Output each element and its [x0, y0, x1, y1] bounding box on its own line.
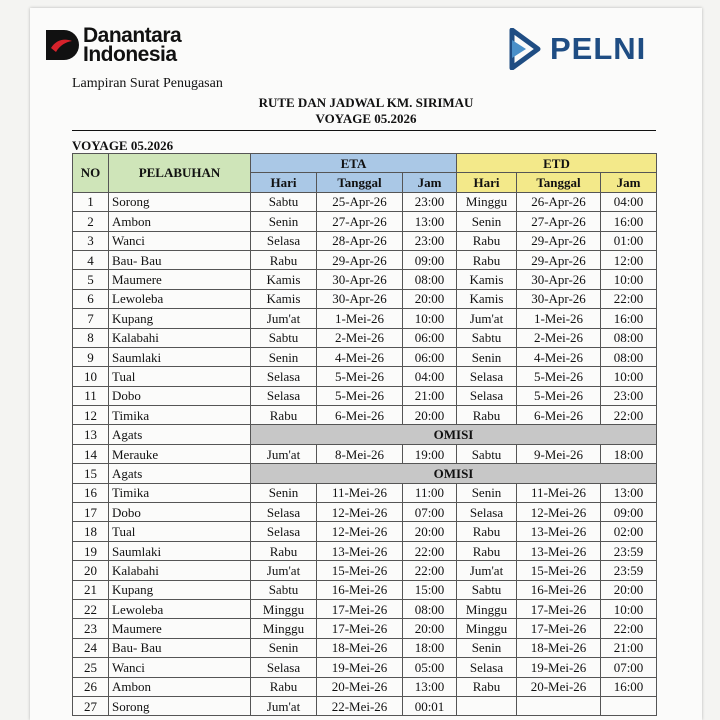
table-row: [73, 406, 657, 425]
cell-etd-tanggal: 15-Mei-26: [517, 561, 601, 580]
cell-no: 19: [73, 541, 109, 560]
cell-no: 21: [73, 580, 109, 599]
cell-etd-tanggal: 13-Mei-26: [517, 541, 601, 560]
cell-eta-jam: 20:00: [403, 522, 457, 541]
cell-pelabuhan: Kupang: [109, 580, 251, 599]
cell-etd-jam: 13:00: [601, 483, 657, 502]
table-row: [73, 658, 657, 677]
cell-etd-tanggal: 20-Mei-26: [517, 677, 601, 696]
cell-etd-jam: 22:00: [601, 619, 657, 638]
cell-etd-tanggal: 5-Mei-26: [517, 386, 601, 405]
cell-no: 24: [73, 638, 109, 657]
cell-eta-tanggal: 13-Mei-26: [317, 541, 403, 560]
pelni-mark-icon: [508, 28, 544, 70]
cell-etd-hari: Sabtu: [457, 444, 517, 463]
cell-eta-tanggal: 25-Apr-26: [317, 192, 403, 211]
table-row: [73, 541, 657, 560]
danantara-logo: [44, 26, 181, 64]
cell-etd-tanggal: 18-Mei-26: [517, 638, 601, 657]
cell-pelabuhan: Kalabahi: [109, 561, 251, 580]
cell-etd-tanggal: 29-Apr-26: [517, 250, 601, 269]
document-subtitle: VOYAGE 05.2026: [315, 111, 417, 126]
cell-pelabuhan: Saumlaki: [109, 541, 251, 560]
table-row: [73, 464, 657, 483]
cell-eta-jam: 15:00: [403, 580, 457, 599]
cell-etd-tanggal: 5-Mei-26: [517, 367, 601, 386]
cell-pelabuhan: Timika: [109, 483, 251, 502]
cell-no: 11: [73, 386, 109, 405]
cell-eta-hari: Rabu: [251, 406, 317, 425]
cell-etd-tanggal: 9-Mei-26: [517, 444, 601, 463]
table-row: [73, 309, 657, 328]
cell-pelabuhan: Wanci: [109, 231, 251, 250]
cell-etd-jam: 16:00: [601, 309, 657, 328]
cell-eta-tanggal: 5-Mei-26: [317, 367, 403, 386]
cell-etd-jam: 08:00: [601, 328, 657, 347]
cell-eta-jam: 20:00: [403, 406, 457, 425]
cell-eta-hari: Selasa: [251, 231, 317, 250]
cell-etd-hari: Minggu: [457, 599, 517, 618]
cell-eta-tanggal: 8-Mei-26: [317, 444, 403, 463]
table-row: [73, 696, 657, 715]
cell-eta-hari: Senin: [251, 347, 317, 366]
cell-eta-hari: Selasa: [251, 503, 317, 522]
cell-etd-jam: 10:00: [601, 367, 657, 386]
table-row: [73, 638, 657, 657]
cell-eta-jam: 11:00: [403, 483, 457, 502]
col-header-etd-hari: Hari: [457, 173, 517, 192]
cell-pelabuhan: Maumere: [109, 270, 251, 289]
cell-eta-jam: 18:00: [403, 638, 457, 657]
cell-pelabuhan: Bau- Bau: [109, 250, 251, 269]
cell-etd-jam: 22:00: [601, 289, 657, 308]
cell-eta-tanggal: 22-Mei-26: [317, 696, 403, 715]
cell-eta-jam: 23:00: [403, 231, 457, 250]
cell-no: 18: [73, 522, 109, 541]
cell-no: 16: [73, 483, 109, 502]
cell-eta-hari: Selasa: [251, 658, 317, 677]
cell-eta-tanggal: 5-Mei-26: [317, 386, 403, 405]
cell-pelabuhan: Lewoleba: [109, 289, 251, 308]
cell-etd-hari: Selasa: [457, 367, 517, 386]
cell-no: 7: [73, 309, 109, 328]
cell-no: 12: [73, 406, 109, 425]
cell-etd-tanggal: 29-Apr-26: [517, 231, 601, 250]
cell-etd-tanggal: 17-Mei-26: [517, 619, 601, 638]
cell-etd-jam: [601, 696, 657, 715]
cell-etd-jam: 02:00: [601, 522, 657, 541]
cell-no: 10: [73, 367, 109, 386]
cell-pelabuhan: Dobo: [109, 386, 251, 405]
cell-pelabuhan: Sorong: [109, 192, 251, 211]
cell-etd-tanggal: 27-Apr-26: [517, 212, 601, 231]
cell-etd-tanggal: 16-Mei-26: [517, 580, 601, 599]
cell-etd-jam: 21:00: [601, 638, 657, 657]
cell-pelabuhan: Tual: [109, 367, 251, 386]
table-row: [73, 444, 657, 463]
cell-etd-jam: 04:00: [601, 192, 657, 211]
cell-eta-tanggal: 15-Mei-26: [317, 561, 403, 580]
cell-eta-tanggal: 1-Mei-26: [317, 309, 403, 328]
cell-eta-hari: Senin: [251, 212, 317, 231]
cell-eta-tanggal: 17-Mei-26: [317, 599, 403, 618]
cell-no: 20: [73, 561, 109, 580]
table-row: [73, 483, 657, 502]
cell-eta-tanggal: 20-Mei-26: [317, 677, 403, 696]
cell-omisi: OMISI: [251, 425, 657, 444]
cell-eta-hari: Sabtu: [251, 192, 317, 211]
cell-eta-hari: Minggu: [251, 619, 317, 638]
cell-pelabuhan: Tual: [109, 522, 251, 541]
cell-pelabuhan: Timika: [109, 406, 251, 425]
table-row: [73, 328, 657, 347]
cell-eta-tanggal: 17-Mei-26: [317, 619, 403, 638]
cell-etd-hari: Kamis: [457, 270, 517, 289]
cell-etd-hari: Kamis: [457, 289, 517, 308]
cell-pelabuhan: Kalabahi: [109, 328, 251, 347]
cell-etd-jam: 10:00: [601, 599, 657, 618]
cell-etd-tanggal: 1-Mei-26: [517, 309, 601, 328]
cell-etd-jam: 23:59: [601, 561, 657, 580]
cell-eta-tanggal: 6-Mei-26: [317, 406, 403, 425]
cell-eta-hari: Senin: [251, 483, 317, 502]
cell-etd-jam: 20:00: [601, 580, 657, 599]
cell-eta-tanggal: 12-Mei-26: [317, 522, 403, 541]
col-header-eta: ETA: [251, 154, 457, 173]
cell-eta-hari: Rabu: [251, 541, 317, 560]
pelni-logo: [508, 28, 646, 70]
table-row: [73, 270, 657, 289]
cell-eta-jam: 07:00: [403, 503, 457, 522]
cell-no: 6: [73, 289, 109, 308]
cell-etd-hari: Rabu: [457, 522, 517, 541]
cell-eta-jam: 09:00: [403, 250, 457, 269]
table-row: [73, 522, 657, 541]
cell-etd-tanggal: 30-Apr-26: [517, 289, 601, 308]
cell-eta-tanggal: 19-Mei-26: [317, 658, 403, 677]
cell-no: 17: [73, 503, 109, 522]
table-row: [73, 386, 657, 405]
cell-etd-hari: Rabu: [457, 677, 517, 696]
cell-pelabuhan: Sorong: [109, 696, 251, 715]
cell-etd-hari: Senin: [457, 212, 517, 231]
cell-etd-hari: Rabu: [457, 231, 517, 250]
cell-eta-hari: Minggu: [251, 599, 317, 618]
cell-etd-hari: Rabu: [457, 541, 517, 560]
table-row: [73, 289, 657, 308]
cell-no: 2: [73, 212, 109, 231]
cell-etd-jam: 12:00: [601, 250, 657, 269]
table-row: [73, 425, 657, 444]
cell-eta-tanggal: 2-Mei-26: [317, 328, 403, 347]
cell-etd-tanggal: 17-Mei-26: [517, 599, 601, 618]
danantara-line1: Danantara: [83, 24, 182, 47]
cell-no: 27: [73, 696, 109, 715]
cell-etd-tanggal: 19-Mei-26: [517, 658, 601, 677]
cell-etd-hari: Rabu: [457, 406, 517, 425]
cell-etd-tanggal: 4-Mei-26: [517, 347, 601, 366]
col-header-etd-tanggal: Tanggal: [517, 173, 601, 192]
cell-no: 22: [73, 599, 109, 618]
cell-eta-jam: 21:00: [403, 386, 457, 405]
cell-eta-jam: 10:00: [403, 309, 457, 328]
table-row: [73, 347, 657, 366]
cell-no: 13: [73, 425, 109, 444]
cell-pelabuhan: Bau- Bau: [109, 638, 251, 657]
cell-eta-hari: Kamis: [251, 270, 317, 289]
cell-no: 26: [73, 677, 109, 696]
cell-eta-hari: Jum'at: [251, 696, 317, 715]
cell-etd-jam: 09:00: [601, 503, 657, 522]
cell-etd-hari: Rabu: [457, 250, 517, 269]
table-row: [73, 561, 657, 580]
cell-pelabuhan: Maumere: [109, 619, 251, 638]
schedule-table: [72, 153, 657, 716]
cell-etd-hari: [457, 696, 517, 715]
cell-eta-jam: 08:00: [403, 270, 457, 289]
cell-etd-hari: Selasa: [457, 503, 517, 522]
cell-eta-hari: Selasa: [251, 367, 317, 386]
cell-no: 4: [73, 250, 109, 269]
table-row: [73, 231, 657, 250]
cell-etd-hari: Jum'at: [457, 309, 517, 328]
cell-etd-tanggal: 13-Mei-26: [517, 522, 601, 541]
cell-etd-hari: Sabtu: [457, 328, 517, 347]
attachment-label: Lampiran Surat Penugasan: [72, 76, 223, 91]
cell-eta-jam: 04:00: [403, 367, 457, 386]
cell-etd-jam: 18:00: [601, 444, 657, 463]
cell-etd-jam: 16:00: [601, 212, 657, 231]
cell-eta-tanggal: 18-Mei-26: [317, 638, 403, 657]
cell-etd-hari: Minggu: [457, 619, 517, 638]
table-row: [73, 619, 657, 638]
cell-eta-hari: Rabu: [251, 250, 317, 269]
table-row: [73, 212, 657, 231]
cell-eta-jam: 23:00: [403, 192, 457, 211]
cell-etd-hari: Minggu: [457, 192, 517, 211]
cell-etd-hari: Selasa: [457, 658, 517, 677]
cell-etd-jam: 07:00: [601, 658, 657, 677]
table-row: [73, 677, 657, 696]
cell-eta-hari: Selasa: [251, 386, 317, 405]
header-row-1: [73, 154, 657, 173]
cell-eta-jam: 22:00: [403, 541, 457, 560]
cell-etd-hari: Jum'at: [457, 561, 517, 580]
cell-pelabuhan: Ambon: [109, 677, 251, 696]
cell-no: 3: [73, 231, 109, 250]
cell-pelabuhan: Saumlaki: [109, 347, 251, 366]
cell-etd-jam: 10:00: [601, 270, 657, 289]
table-row: [73, 250, 657, 269]
cell-eta-tanggal: 29-Apr-26: [317, 250, 403, 269]
cell-etd-tanggal: 12-Mei-26: [517, 503, 601, 522]
danantara-line2: Indonesia: [83, 43, 177, 66]
cell-no: 15: [73, 464, 109, 483]
cell-etd-hari: Senin: [457, 483, 517, 502]
cell-eta-jam: 13:00: [403, 212, 457, 231]
cell-eta-hari: Jum'at: [251, 444, 317, 463]
cell-eta-jam: 08:00: [403, 599, 457, 618]
cell-etd-tanggal: 6-Mei-26: [517, 406, 601, 425]
cell-eta-tanggal: 28-Apr-26: [317, 231, 403, 250]
cell-etd-tanggal: 30-Apr-26: [517, 270, 601, 289]
cell-eta-tanggal: 12-Mei-26: [317, 503, 403, 522]
cell-eta-tanggal: 30-Apr-26: [317, 289, 403, 308]
cell-omisi: OMISI: [251, 464, 657, 483]
table-row: [73, 580, 657, 599]
cell-no: 8: [73, 328, 109, 347]
col-header-etd-jam: Jam: [601, 173, 657, 192]
cell-no: 23: [73, 619, 109, 638]
cell-eta-tanggal: 16-Mei-26: [317, 580, 403, 599]
cell-eta-jam: 20:00: [403, 619, 457, 638]
cell-pelabuhan: Wanci: [109, 658, 251, 677]
cell-etd-jam: 23:59: [601, 541, 657, 560]
pelni-wordmark: PELNI: [550, 31, 647, 66]
cell-etd-tanggal: 11-Mei-26: [517, 483, 601, 502]
cell-eta-hari: Kamis: [251, 289, 317, 308]
cell-eta-jam: 06:00: [403, 347, 457, 366]
cell-etd-tanggal: [517, 696, 601, 715]
cell-no: 5: [73, 270, 109, 289]
danantara-mark-icon: [44, 28, 80, 62]
cell-etd-jam: 16:00: [601, 677, 657, 696]
table-row: [73, 192, 657, 211]
document-title: RUTE DAN JADWAL KM. SIRIMAU: [258, 95, 474, 110]
cell-eta-hari: Sabtu: [251, 328, 317, 347]
cell-eta-jam: 22:00: [403, 561, 457, 580]
voyage-label: VOYAGE 05.2026: [72, 138, 174, 153]
cell-eta-hari: Sabtu: [251, 580, 317, 599]
cell-pelabuhan: Lewoleba: [109, 599, 251, 618]
cell-eta-hari: Selasa: [251, 522, 317, 541]
cell-no: 25: [73, 658, 109, 677]
cell-pelabuhan: Ambon: [109, 212, 251, 231]
cell-eta-jam: 19:00: [403, 444, 457, 463]
cell-eta-jam: 00:01: [403, 696, 457, 715]
col-header-etd: ETD: [457, 154, 657, 173]
col-header-no: NO: [73, 154, 109, 193]
cell-pelabuhan: Agats: [109, 425, 251, 444]
document-page: [30, 8, 702, 720]
cell-etd-hari: Senin: [457, 638, 517, 657]
cell-etd-jam: 23:00: [601, 386, 657, 405]
col-header-eta-hari: Hari: [251, 173, 317, 192]
cell-pelabuhan: Kupang: [109, 309, 251, 328]
cell-eta-jam: 13:00: [403, 677, 457, 696]
cell-eta-tanggal: 4-Mei-26: [317, 347, 403, 366]
cell-etd-jam: 08:00: [601, 347, 657, 366]
cell-etd-tanggal: 2-Mei-26: [517, 328, 601, 347]
table-row: [73, 599, 657, 618]
cell-pelabuhan: Agats: [109, 464, 251, 483]
cell-etd-hari: Selasa: [457, 386, 517, 405]
cell-no: 14: [73, 444, 109, 463]
cell-etd-hari: Sabtu: [457, 580, 517, 599]
cell-eta-jam: 06:00: [403, 328, 457, 347]
cell-pelabuhan: Merauke: [109, 444, 251, 463]
cell-eta-hari: Jum'at: [251, 561, 317, 580]
cell-eta-jam: 20:00: [403, 289, 457, 308]
cell-eta-tanggal: 11-Mei-26: [317, 483, 403, 502]
cell-eta-hari: Senin: [251, 638, 317, 657]
cell-eta-jam: 05:00: [403, 658, 457, 677]
cell-no: 9: [73, 347, 109, 366]
cell-no: 1: [73, 192, 109, 211]
cell-eta-tanggal: 27-Apr-26: [317, 212, 403, 231]
col-header-eta-jam: Jam: [403, 173, 457, 192]
cell-pelabuhan: Dobo: [109, 503, 251, 522]
table-row: [73, 367, 657, 386]
cell-etd-jam: 01:00: [601, 231, 657, 250]
cell-etd-jam: 22:00: [601, 406, 657, 425]
cell-etd-tanggal: 26-Apr-26: [517, 192, 601, 211]
col-header-pelabuhan: PELABUHAN: [109, 154, 251, 193]
cell-etd-hari: Senin: [457, 347, 517, 366]
col-header-eta-tanggal: Tanggal: [317, 173, 403, 192]
header-divider: [72, 130, 656, 131]
cell-eta-hari: Rabu: [251, 677, 317, 696]
cell-eta-hari: Jum'at: [251, 309, 317, 328]
table-row: [73, 503, 657, 522]
cell-eta-tanggal: 30-Apr-26: [317, 270, 403, 289]
